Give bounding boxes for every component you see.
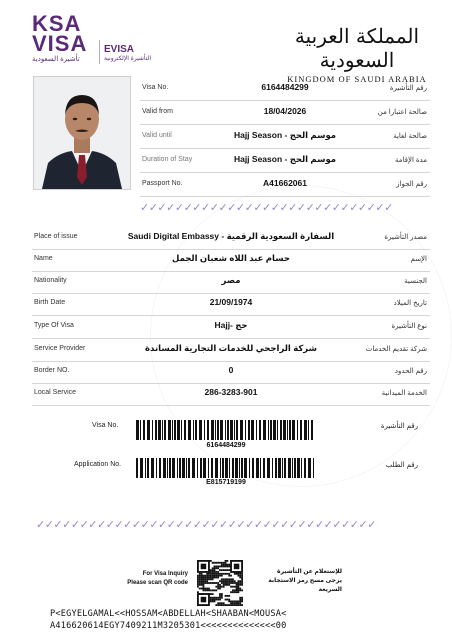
security-checkmark-band: ✓✓✓✓✓✓✓✓✓✓✓✓✓✓✓✓✓✓✓✓✓✓✓✓✓✓✓✓✓ [140, 202, 393, 214]
field-label-arabic: رقم الحدود [394, 368, 427, 375]
logo-ksa-text: KSA [32, 11, 82, 36]
evisa-logo [104, 44, 154, 62]
field-label-arabic: صالحة اعتبارا من [377, 109, 427, 116]
kingdom-header [282, 24, 432, 84]
visa-barcode-number: 6164484299 [206, 442, 246, 449]
application-number-barcode [136, 458, 316, 478]
field-label-arabic: تاريخ الميلاد [393, 300, 427, 307]
field-label: Passport No. [142, 180, 183, 187]
security-checkmark-band-bottom: ✓✓✓✓✓✓✓✓✓✓✓✓✓✓✓✓✓✓✓✓✓✓✓✓✓✓✓✓✓✓✓✓✓✓✓✓✓✓✓ [36, 519, 376, 531]
mrz-line-2: A416620614EGY7409211M3205301<<<<<<<<<<<<<<00 [50, 621, 287, 631]
field-label: Name [34, 255, 53, 262]
field-value: 18/04/2026 [263, 106, 307, 116]
field-label: Visa No. [142, 84, 169, 91]
visa-inquiry-text [118, 570, 188, 588]
application-barcode-label-arabic: رقم الطلب [385, 462, 418, 469]
visa-number-barcode [136, 420, 316, 440]
logo-arabic-text: تأشيرة السعودية [32, 56, 80, 63]
field-label: Type Of Visa [34, 322, 74, 329]
field-label-arabic: مدة الإقامة [395, 157, 427, 164]
field-value: 286-3283-901 [204, 387, 258, 397]
field-label: Nationality [34, 277, 67, 284]
field-value: Hajj- حج [214, 320, 248, 330]
logo-visa-text: VISA [32, 31, 88, 56]
field-label: Valid from [142, 108, 173, 115]
inquiry-line-1: For Visa Inquiry [142, 571, 188, 577]
field-local-service [32, 381, 430, 406]
machine-readable-zone [50, 608, 420, 632]
kingdom-arabic-calligraphy: المملكة العربية السعودية [294, 24, 420, 72]
field-label: Birth Date [34, 299, 66, 306]
evisa-arabic-text: التأشيرة الإلكترونية [104, 56, 152, 62]
inquiry-ar-line-2: يرجى مسح رمز الاستجابة السريعة [268, 578, 342, 593]
logo-divider [99, 40, 100, 64]
field-birth-date [32, 291, 430, 316]
field-label: Local Service [34, 389, 77, 396]
visa-barcode-label: Visa No. [92, 422, 119, 429]
field-visa-no [140, 76, 430, 101]
field-value: مصر [221, 275, 241, 285]
application-barcode-number: E815719199 [206, 479, 246, 486]
visa-inquiry-text-arabic [262, 568, 342, 595]
field-valid-until [140, 124, 430, 149]
field-label-arabic: الإسم [410, 256, 427, 263]
field-value: 21/09/1974 [209, 297, 253, 307]
field-value: 6164484299 [261, 82, 309, 92]
inquiry-line-2: Please scan QR code [127, 580, 188, 586]
field-label-arabic: نوع التأشيرة [391, 323, 427, 330]
field-value: حسام عبد اللاه شعبان الجمل [172, 253, 290, 263]
field-label: Service Provider [34, 345, 86, 352]
inquiry-ar-line-1: للإستعلام عن التأشيرة [277, 569, 342, 575]
qr-code[interactable] [197, 560, 243, 606]
field-label-arabic: الخدمة الميدانية [381, 390, 427, 397]
field-label-arabic: صالحة لغاية [393, 133, 427, 140]
field-passport-no [140, 172, 430, 197]
field-label-arabic: رقم الجواز [396, 181, 427, 188]
field-label: Valid until [142, 132, 172, 139]
field-label: Place of issue [34, 233, 78, 240]
evisa-text: EVISA [104, 44, 135, 55]
visa-barcode-label-arabic: رقم التأشيرة [380, 423, 418, 430]
portrait-image [34, 77, 130, 189]
field-label-arabic: شركة تقديم الخدمات [365, 346, 427, 353]
field-label-arabic: مصدر التأشيرة [384, 234, 427, 241]
field-value: 0 [228, 365, 234, 375]
field-value: Saudi Digital Embassy - السفارة السعودية الرقمية [127, 231, 335, 241]
field-label-arabic: الجنسية [404, 278, 427, 285]
ksa-visa-logo [32, 11, 102, 66]
field-label: Duration of Stay [142, 156, 193, 163]
field-value: A41662061 [263, 178, 307, 188]
mrz-line-1: P<EGYELGAMAL<<HOSSAM<ABDELLAH<SHAABAN<MOUSA< [50, 609, 287, 619]
field-value: شركة الراجحي للخدمات التجارية المساندة [145, 343, 317, 353]
field-label: Border NO. [34, 367, 70, 374]
field-duration-of-stay [140, 148, 430, 173]
kingdom-english-title: KINGDOM OF SAUDI ARABIA [287, 74, 427, 84]
field-label-arabic: رقم التأشيرة [389, 85, 427, 92]
field-type-of-visa [32, 314, 430, 339]
field-valid-from [140, 100, 430, 125]
field-value: Hajj Season - موسم الحج [233, 154, 337, 164]
field-value: Hajj Season - موسم الحج [233, 130, 337, 140]
application-barcode-label: Application No. [74, 461, 122, 468]
passport-photo [33, 76, 131, 190]
